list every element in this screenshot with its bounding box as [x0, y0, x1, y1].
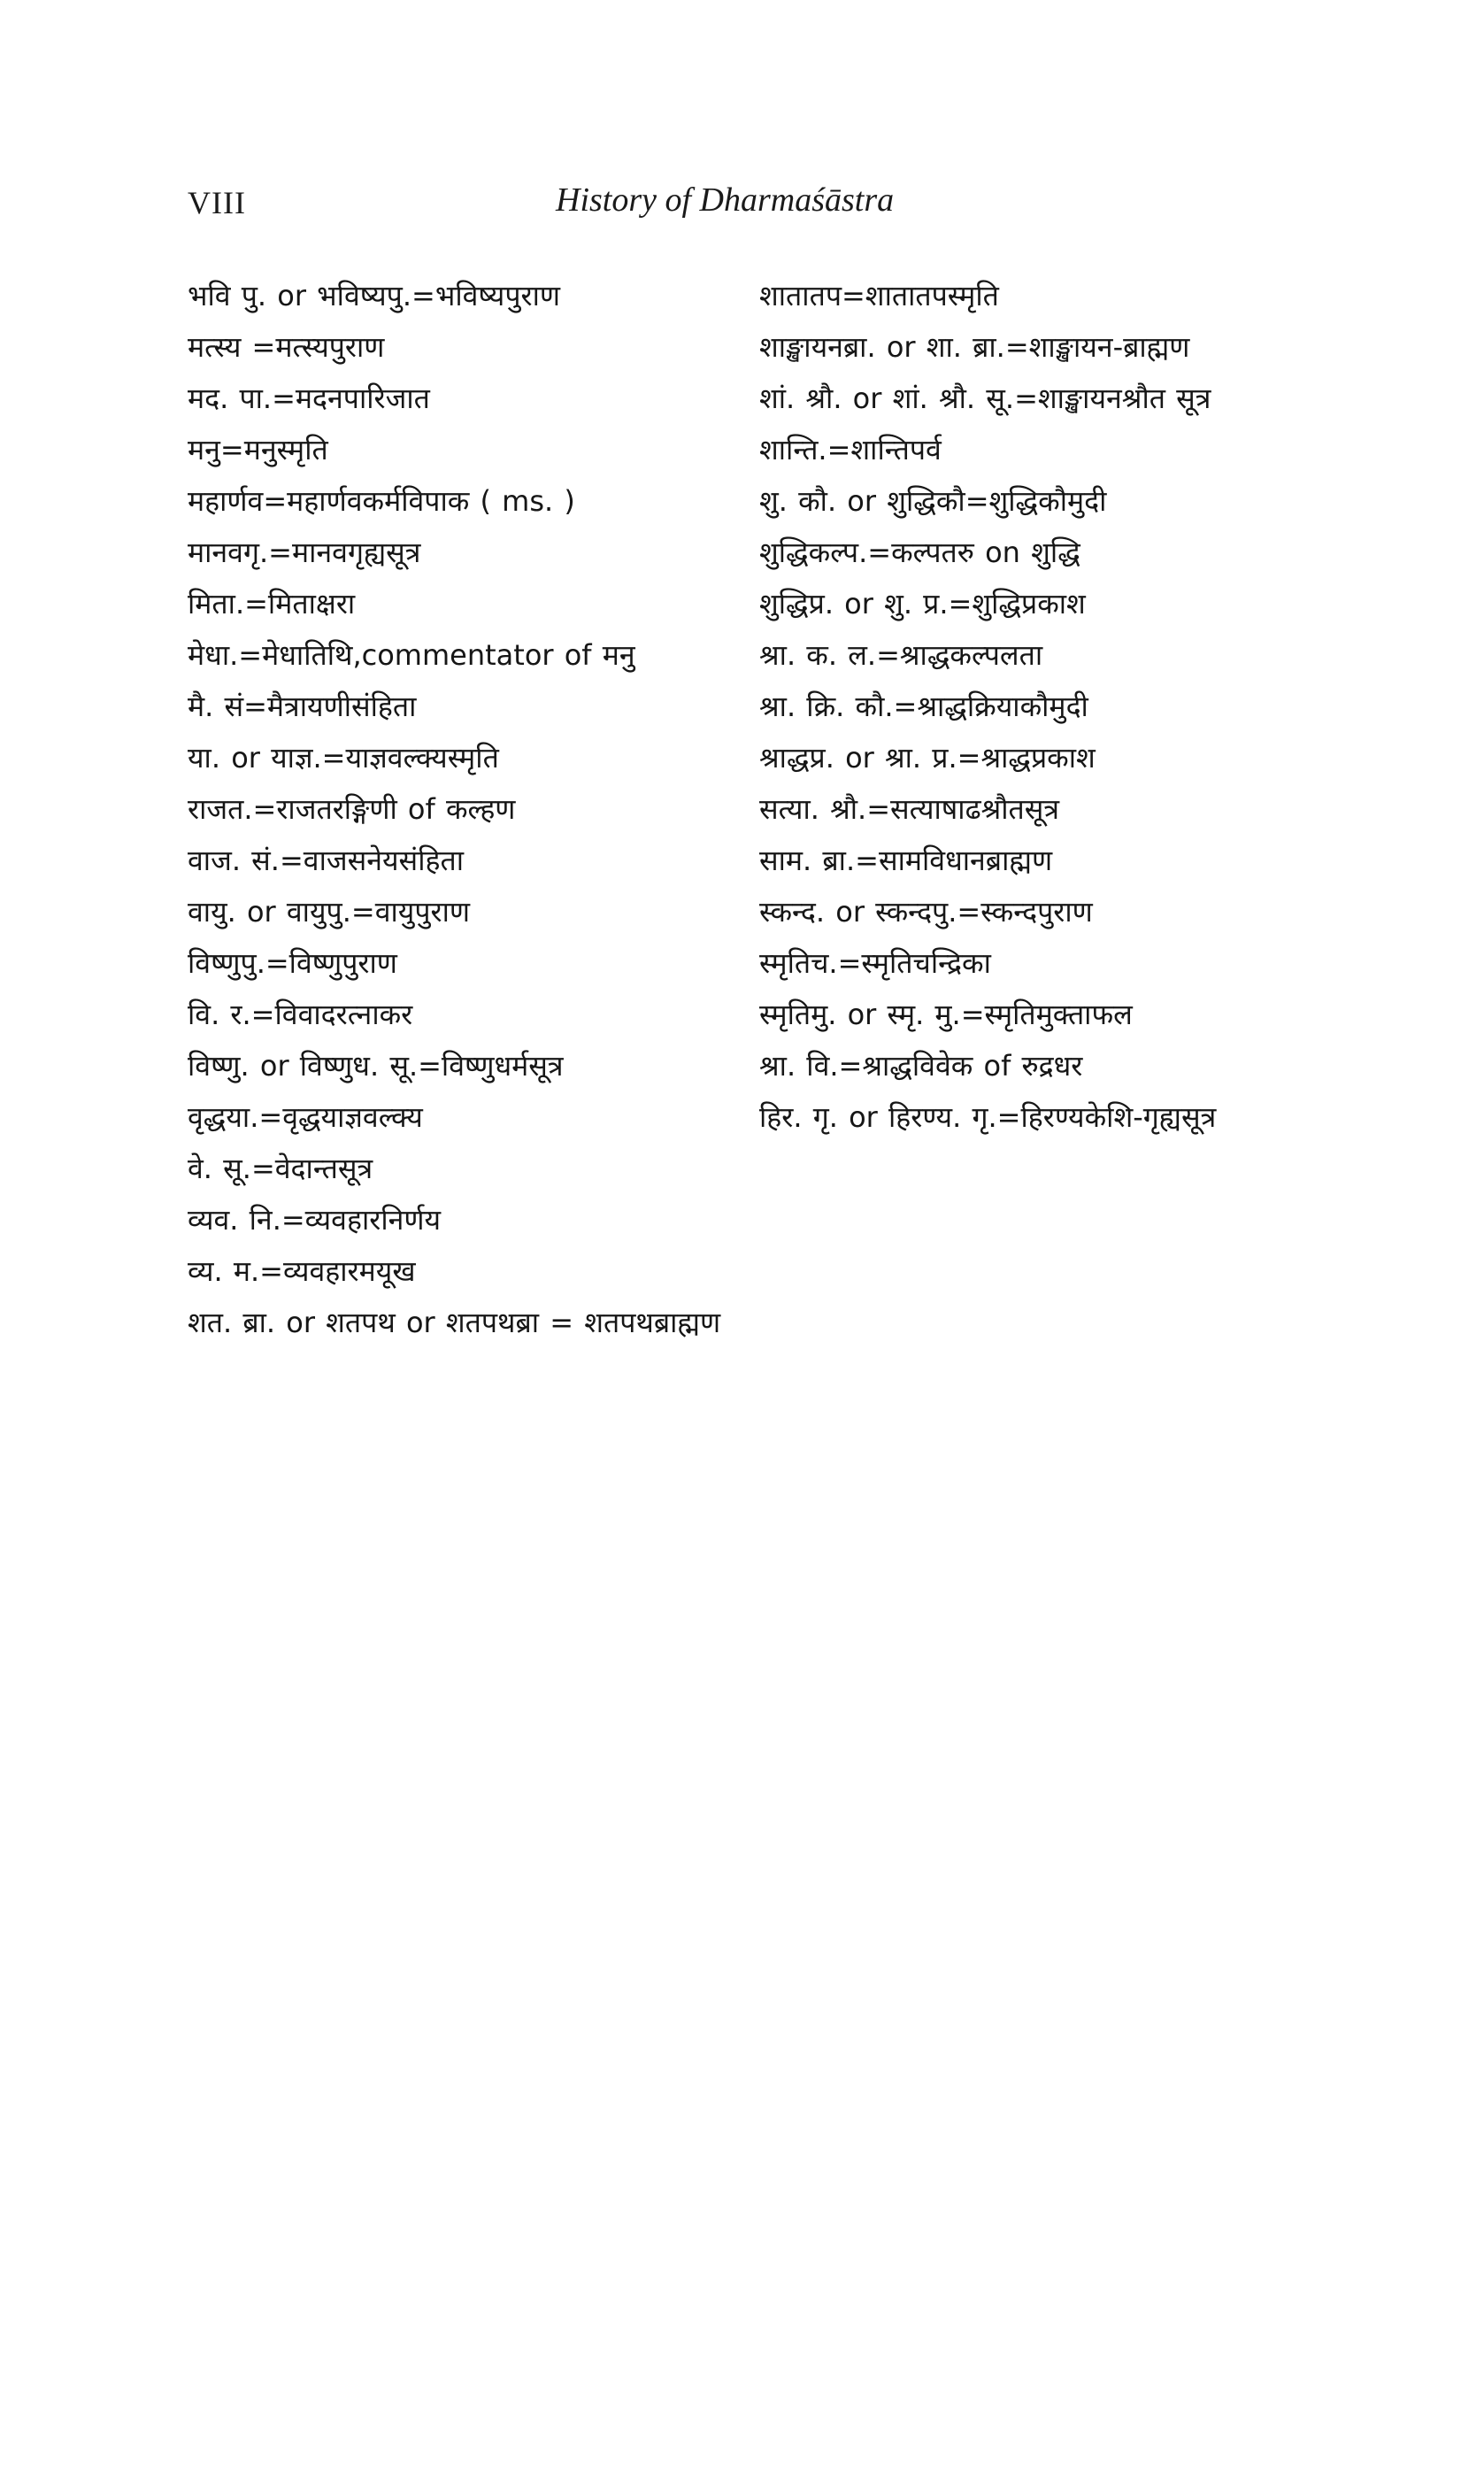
- abbreviation-entry: शान्ति.=शान्तिपर्व: [759, 433, 942, 466]
- abbreviation-entry: शाङ्खायनब्रा. or शा. ब्रा.=शाङ्खायन-ब्राह्मण: [759, 330, 1190, 364]
- abbreviation-entry: वाज. सं.=वाजसनेयसंहिता: [188, 844, 465, 877]
- abbreviation-entry: वायु. or वायुपु.=वायुपुराण: [188, 895, 471, 929]
- abbreviation-entry: शु. कौ. or शुद्धिकौ=शुद्धिकौमुदी: [759, 484, 1107, 518]
- abbreviation-entry: विष्णुपु.=विष्णुपुराण: [188, 946, 397, 980]
- abbreviation-entry: मानवगृ.=मानवगृह्यसूत्र: [188, 536, 421, 569]
- abbreviation-entry: मत्स्य =मत्स्यपुराण: [188, 330, 385, 364]
- abbreviation-entry: हिर. गृ. or हिरण्य. गृ.=हिरण्यकेशि-गृह्यसूत्र: [759, 1100, 1217, 1134]
- abbreviation-entry: मेधा.=मेधातिथि,commentator of मनु: [188, 638, 635, 672]
- abbreviation-entry: मिता.=मिताक्षरा: [188, 587, 356, 621]
- abbreviation-entry: स्मृतिमु. or स्मृ. मु.=स्मृतिमुक्ताफल: [759, 998, 1133, 1031]
- abbreviations-left-column: [188, 270, 729, 1348]
- abbreviation-entry: सत्या. श्रौ.=सत्याषाढश्रौतसूत्र: [759, 792, 1060, 826]
- abbreviation-entry: शां. श्रौ. or शां. श्रौ. सू.=शाङ्खायनश्रौत सूत्र: [759, 382, 1211, 415]
- abbreviation-entry: व्यव. नि.=व्यवहारनिर्णय: [188, 1203, 442, 1237]
- abbreviation-entry: महार्णव=महार्णवकर्मविपाक ( ms. ): [188, 484, 575, 518]
- abbreviations-right-column: [759, 270, 1326, 1143]
- abbreviation-entry: साम. ब्रा.=सामविधानब्राह्मण: [759, 844, 1053, 877]
- abbreviation-entry: शत. ब्रा. or शतपथ or शतपथब्रा = शतपथब्राह्मण: [188, 1306, 721, 1339]
- abbreviation-entry: श्राद्धप्र. or श्रा. प्र.=श्राद्धप्रकाश: [759, 741, 1096, 775]
- abbreviation-entry: शुद्धिकल्प.=कल्पतरु on शुद्धि: [759, 536, 1080, 569]
- abbreviation-entry: मद. पा.=मदनपारिजात: [188, 382, 430, 415]
- abbreviation-entry: विष्णु. or विष्णुध. सू.=विष्णुधर्मसूत्र: [188, 1049, 564, 1083]
- abbreviation-entry: स्कन्द. or स्कन्दपु.=स्कन्दपुराण: [759, 895, 1093, 929]
- abbreviation-entry: राजत.=राजतरङ्गिणी of कल्हण: [188, 792, 516, 826]
- abbreviation-entry: शुद्धिप्र. or शु. प्र.=शुद्धिप्रकाश: [759, 587, 1086, 621]
- abbreviation-entry: मै. सं=मैत्रायणीसंहिता: [188, 690, 417, 723]
- abbreviation-entry: श्रा. क्रि. कौ.=श्राद्धक्रियाकौमुदी: [759, 690, 1088, 723]
- abbreviation-entry: श्रा. क. ल.=श्राद्धकल्पलता: [759, 638, 1043, 672]
- running-title: History of Dharmaśāstra: [556, 181, 895, 219]
- abbreviation-entry: स्मृतिच.=स्मृतिचन्द्रिका: [759, 946, 991, 980]
- abbreviation-entry: श्रा. वि.=श्राद्धविवेक of रुद्रधर: [759, 1049, 1083, 1083]
- abbreviation-entry: शातातप=शातातपस्मृति: [759, 279, 999, 312]
- abbreviation-entry: वृद्धया.=वृद्धयाज्ञवल्क्य: [188, 1100, 423, 1134]
- abbreviation-entry: व्य. म.=व्यवहारमयूख: [188, 1254, 416, 1288]
- page-number: VIII: [188, 185, 246, 220]
- abbreviation-entry: वि. र.=विवादरत्नाकर: [188, 998, 413, 1031]
- abbreviation-entry: या. or याज्ञ.=याज्ञवल्क्यस्मृति: [188, 741, 499, 775]
- abbreviation-entry: वे. सू.=वेदान्तसूत्र: [188, 1152, 373, 1185]
- abbreviation-entry: मनु=मनुस्मृति: [188, 433, 328, 466]
- abbreviation-entry: भवि पु. or भविष्यपु.=भविष्यपुराण: [188, 279, 561, 312]
